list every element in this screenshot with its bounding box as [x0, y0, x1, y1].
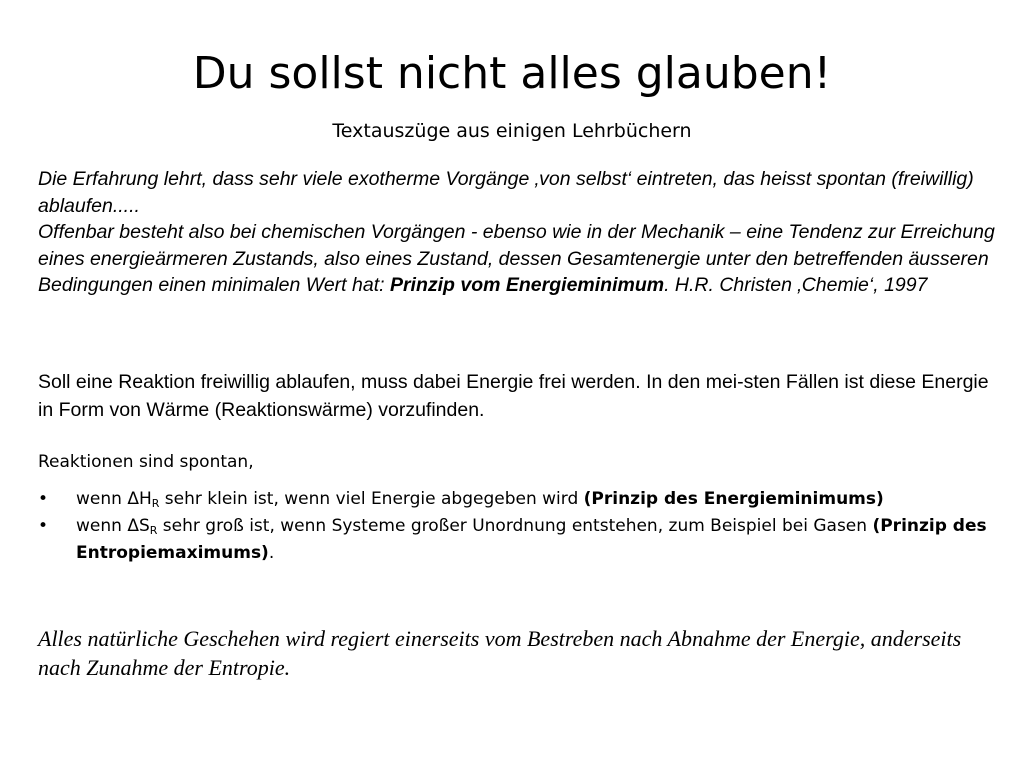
slide-subtitle: Textauszüge aus einigen Lehrbüchern [332, 120, 692, 142]
bullet-text: . [268, 543, 275, 563]
quote-paragraph-1: Die Erfahrung lehrt, dass sehr viele exotherme Vorgänge ‚von selbst‘ eintreten, das heisst spontan (freiwillig) ablaufen..... [38, 168, 974, 217]
slide-title: Du sollst nicht alles glauben! [192, 48, 832, 99]
bullet-principle: (Prinzip des Entropiemaximums) [76, 516, 987, 563]
bullet-icon: • [38, 489, 49, 509]
bullet-text: sehr klein ist, wenn viel Energie abgegeben wird [159, 489, 584, 509]
bullet-text: sehr groß ist, wenn Systeme großer Unordnung entstehen, zum Beispiel bei Gasen [157, 516, 873, 536]
textbook-statement [38, 368, 998, 424]
list-item [38, 486, 998, 513]
reactions-intro: Reaktionen sind spontan, [38, 452, 254, 472]
quote-citation: . H.R. Christen ‚Chemie‘, 1997 [664, 274, 928, 296]
quote-paragraph-2 [38, 219, 998, 299]
quote-text: Offenbar besteht also bei chemischen Vorgängen - ebenso wie in der Mechanik – eine Tendenz zur Erreichung eines energieärmeren Zustands, also eines Zustand, dessen Gesamtenergie unter den betreffenden äusseren Bedingungen einen minimalen Wert hat: [38, 221, 995, 296]
spontaneity-criteria-list [38, 486, 998, 567]
textbook-quote-christen [38, 166, 998, 299]
closing-paragraph: Alles natürliche Geschehen wird regiert einerseits vom Bestreben nach Abnahme der Energie, anderseits nach Zunahme der Entropie. [38, 626, 962, 680]
closing-quote [38, 624, 998, 682]
statement-paragraph: Soll eine Reaktion freiwillig ablaufen, muss dabei Energie frei werden. In den mei-sten Fällen ist diese Energie in Form von Wärme (Reaktionswärme) vorzufinden. [38, 371, 989, 421]
bullet-text: wenn ΔS [76, 516, 150, 536]
subscript: R [151, 497, 160, 510]
bullet-text: wenn ΔH [76, 489, 152, 509]
list-item [38, 513, 998, 567]
bullet-principle: (Prinzip des Energieminimums) [583, 489, 884, 509]
quote-principle: Prinzip vom Energieminimum [389, 274, 665, 296]
subscript: R [149, 524, 158, 537]
bullet-icon: • [38, 516, 49, 536]
